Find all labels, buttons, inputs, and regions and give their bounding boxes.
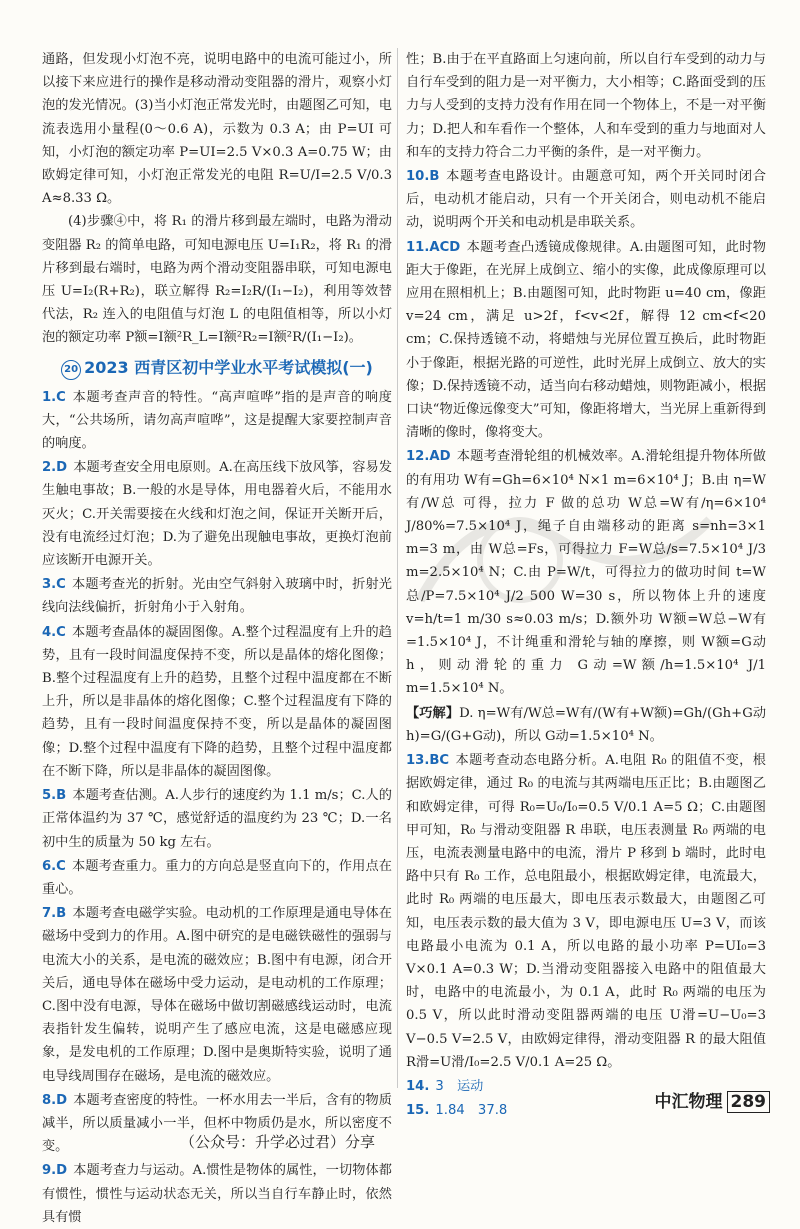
q-prev-cont-1: 通路，但发现小灯泡不亮，说明电路中的电流可能过小，所以接下来应进行的操作是移动滑动变阻器的滑片，观察小灯泡的发光情况。(3)当小灯泡正常发光时，由题图乙可知，电流表选用小量程(0～0.6 A)，示数为 0.3 A；由 P=UI 可知，小灯泡的额定功率 P=UI=2.5 V×0.3 A=0.75 W；由欧姆定律可知，小灯泡正常发光的电阻 R=U/I=2.5 V/0.3 A≈8.33 Ω。 (42, 52, 392, 207)
left-column (42, 48, 392, 1229)
section-number-badge: 20 (61, 360, 81, 380)
right-column (406, 48, 766, 1122)
answer-item-3: 3.C 本题考查光的折射。光由空气斜射入玻璃中时，折射光线向法线偏折，折射角小于入射角。 (42, 577, 392, 616)
answer-key-12: 12.AD (406, 449, 451, 465)
answer-item-10: 10.B 本题考查电路设计。由题意可知，两个开关同时闭合后，电动机才能启动，只有一个开关闭合，则电动机不能启动，说明两个开关和电动机是串联关系。 (406, 169, 766, 231)
section-title: 2023 西青区初中学业水平考试模拟(一) (84, 357, 373, 377)
shortcut-tip: 【巧解】D. η=W有/W总=W有/(W有+W额)=Gh/(Gh+G动 h)=G/(G+G动)，所以 G动=1.5×10⁴ N。 (406, 705, 767, 744)
answer-key-9: 9.D (42, 1163, 68, 1179)
answer-item-15: 15. 1.84 37.8 (406, 1103, 508, 1119)
answer-9-cont: 性；B.由于在平直路面上匀速向前，所以自行车受到的动力与自行车受到的阻力是一对平衡力，大小相等；C.路面受到的压力与人受到的支持力没有作用在同一个物体上，不是一对平衡力；D.把人和车看作一个整体，人和车受到的重力与地面对人和车的支持力符合二力平衡的条件，是一对平衡力。 (406, 52, 766, 160)
answer-key-6: 6.C (42, 858, 66, 874)
answer-key-14: 14. (406, 1078, 430, 1094)
answer-item-7: 7.B 本题考查电磁学实验。电动机的工作原理是通电导体在磁场中受到力的作用。A.图中研究的是电磁铁磁性的强弱与电流大小的关系，是电流的磁效应；B.图中有电源，闭合开关后，通电导体在磁场中受力运动，是电动机的工作原理；C.图中没有电源，导体在磁场中做切割磁感线运动时，电流表指针发生偏转，说明产生了感应电流，这是电磁感应现象，是发电机的工作原理；D.图中是奥斯特实验，说明了通电导线周围存在磁场，是电流的磁效应。 (42, 906, 392, 1084)
brand-name: 中汇物理 (654, 1092, 723, 1112)
answer-item-2: 2.D 本题考查安全用电原则。A.在高压线下放风筝，容易发生触电事故；B.一般的水是导体，用电器着火后，不能用水灭火；C.开关需要接在火线和灯泡之间，保证开关断开后，没有电流经过灯泡；D.为了避免出现触电事故，更换灯泡前应该断开电源开关。 (42, 460, 392, 569)
answer-key-7: 7.B (42, 906, 67, 922)
answer-item-13: 13.BC 本题考查动态电路分析。A.电阻 R₀ 的阻值不变，根据欧姆定律，通过 R₀ 的电流与其两端电压正比；B.由题图乙和欧姆定律，可得 R₀=U₀/I₀=0.5 V/0.1 A=5 Ω；C.由题图甲可知，R₀ 与滑动变阻器 R 串联，电压表测量 R₀ 两端的电压，电流表测量电路中的电流，滑片 P 移到 b 端时，此时电路中只有 R₀ 工作，总电阻最小，根据欧姆定律，电流最大，此时 R₀ 两端的电压最大，即电压表示数最大，由题图乙可知，电压表示数的最大值为 3 V，即电源电压 U=3 V，而该电路最小电流为 0.1 A，所以电路的最小功率 P=UI₀=3 V×0.1 A=0.3 W；D.当滑动变阻器接入电路中的阻值最大时，电路中的电流最小，为 0.1 A，此时 R₀ 两端的电压为 0.5 V，所以此时滑动变阻器两端的电压 U滑=U−U₀=3 V−0.5 V=2.5 V，由欧姆定律得，滑动变阻器 R 的最大阻值 R滑=U滑/I₀=2.5 V/0.1 A=25 Ω。 (406, 753, 766, 1070)
answer-item-12: 12.AD 本题考查滑轮组的机械效率。A.滑轮组提升物体所做的有用功 W有=Gh=6×10⁴ N×1 m=6×10⁴ J；B.由 η=W有/W总 可得，拉力 F 做的总功 W总=W有/η=6×10⁴ J/80%=7.5×10⁴ J，绳子自由端移动的距离 s=nh=3×1 m=3 m，由 W总=Fs，可得拉力 F=W总/s=7.5×10⁴ J/3 m=2.5×10⁴ N；C.由 P=W/t，可得拉力的做功时间 t=W总/P=7.5×10⁴ J/2 500 W=30 s，所以物体上升的速度 v=h/t=1 m/30 s≈0.03 m/s；D.额外功 W额=W总−W有=1.5×10⁴ J，不计绳重和滑轮与轴的摩擦，则 W额=G动 h，则动滑轮的重力 G动=W额/h=1.5×10⁴ J/1 m=1.5×10⁴ N。 (406, 449, 766, 697)
column-divider (397, 48, 398, 1088)
q-prev-cont-2: (4)步骤④中，将 R₁ 的滑片移到最左端时，电路为滑动变阻器 R₂ 的简单电路，可知电源电压 U=I₁R₂，将 R₁ 的滑片移到最右端时，电路为两个滑动变阻器串联，可知电源电压 U=I₂(R+R₂)，联立解得 R₂=I₂R/(I₁−I₂)，利用等效替代法，R₂ 连入的电阻值与灯泡 L 的电阻值相等，所以小灯泡的额定功率 P额=I额²R_L=I额²R₂=I额²R/(I₁−I₂)。 (42, 214, 392, 346)
answer-key-4: 4.C (42, 624, 66, 640)
page-number: 289 (727, 1091, 771, 1113)
answer-item-5: 5.B 本题考查估测。A.人步行的速度约为 1.1 m/s；C.人的正常体温约为 37 ℃，感觉舒适的温度约为 23 ℃；D.一名初中生的质量为 50 kg 左右。 (42, 788, 392, 850)
answer-key-5: 5.B (42, 788, 67, 804)
answer-key-8: 8.D (42, 1092, 68, 1108)
answer-key-11: 11.ACD (406, 239, 461, 255)
answer-key-2: 2.D (42, 460, 68, 476)
answer-key-3: 3.C (42, 577, 66, 593)
answer-key-13: 13.BC (406, 753, 450, 769)
shortcut-label: 【巧解】 (406, 705, 460, 721)
section-heading (42, 356, 392, 380)
answer-item-8: 8.D 本题考查密度的特性。一杯水用去一半后，含有的物质减半，所以质量减小一半，但杯中物质仍是水，所以密度不变。 (42, 1092, 392, 1155)
answer-item-6: 6.C 本题考查重力。重力的方向总是竖直向下的，作用点在重心。 (42, 858, 392, 897)
share-caption: （公众号：升学必过君）分享 (180, 1133, 376, 1151)
answer-item-4: 4.C 本题考查晶体的凝固图像。A.整个过程温度有上升的趋势，且有一段时间温度保持不变，所以是晶体的熔化图像；B.整个过程温度有上升的趋势，且整个过程中温度都在不断上升，所以是非晶体的熔化图像；C.整个过程温度有下降的趋势，且有一段时间温度保持不变，所以是晶体的凝固图像；D.整个过程中温度有下降的趋势，且整个过程中温度都在不断下降，所以是非晶体的凝固图像。 (42, 624, 392, 779)
answer-item-11: 11.ACD 本题考查凸透镜成像规律。A.由题图可知，此时物距大于像距，在光屏上成倒立、缩小的实像，此成像原理可以应用在照相机上；B.由题图可知，此时物距 u=40 cm，像距 v=24 cm，满足 u>2f，f<v<2f，解得 12 cm<f<20 cm；C.保持透镜不动，将蜡烛与光屏位置互换后，此时物距小于像距，根据光路的可逆性，此时光屏上成倒立、放大的实像；D.保持透镜不动，适当向右移动蜡烛，则物距减小，根据口诀“物近像远像变大”可知，像距将增大，当光屏上重新得到清晰的像时，像将变大。 (406, 239, 766, 441)
answer-item-14: 14. 3 运动 (406, 1078, 484, 1094)
answer-item-1: 1.C 本题考查声音的特性。“高声喧哗”指的是声音的响度大，“公共场所，请勿高声喧哗”，这是提醒大家要控制声音的响度。 (42, 389, 392, 452)
footer-brand (655, 1087, 771, 1113)
answer-key-15: 15. (406, 1103, 430, 1119)
answer-key-10: 10.B (406, 169, 440, 185)
answer-key-1: 1.C (42, 389, 66, 405)
answer-item-9: 9.D 本题考查力与运动。A.惯性是物体的属性，一切物体都有惯性，惯性与运动状态无关，所以当自行车静止时，依然具有惯 (42, 1163, 392, 1225)
